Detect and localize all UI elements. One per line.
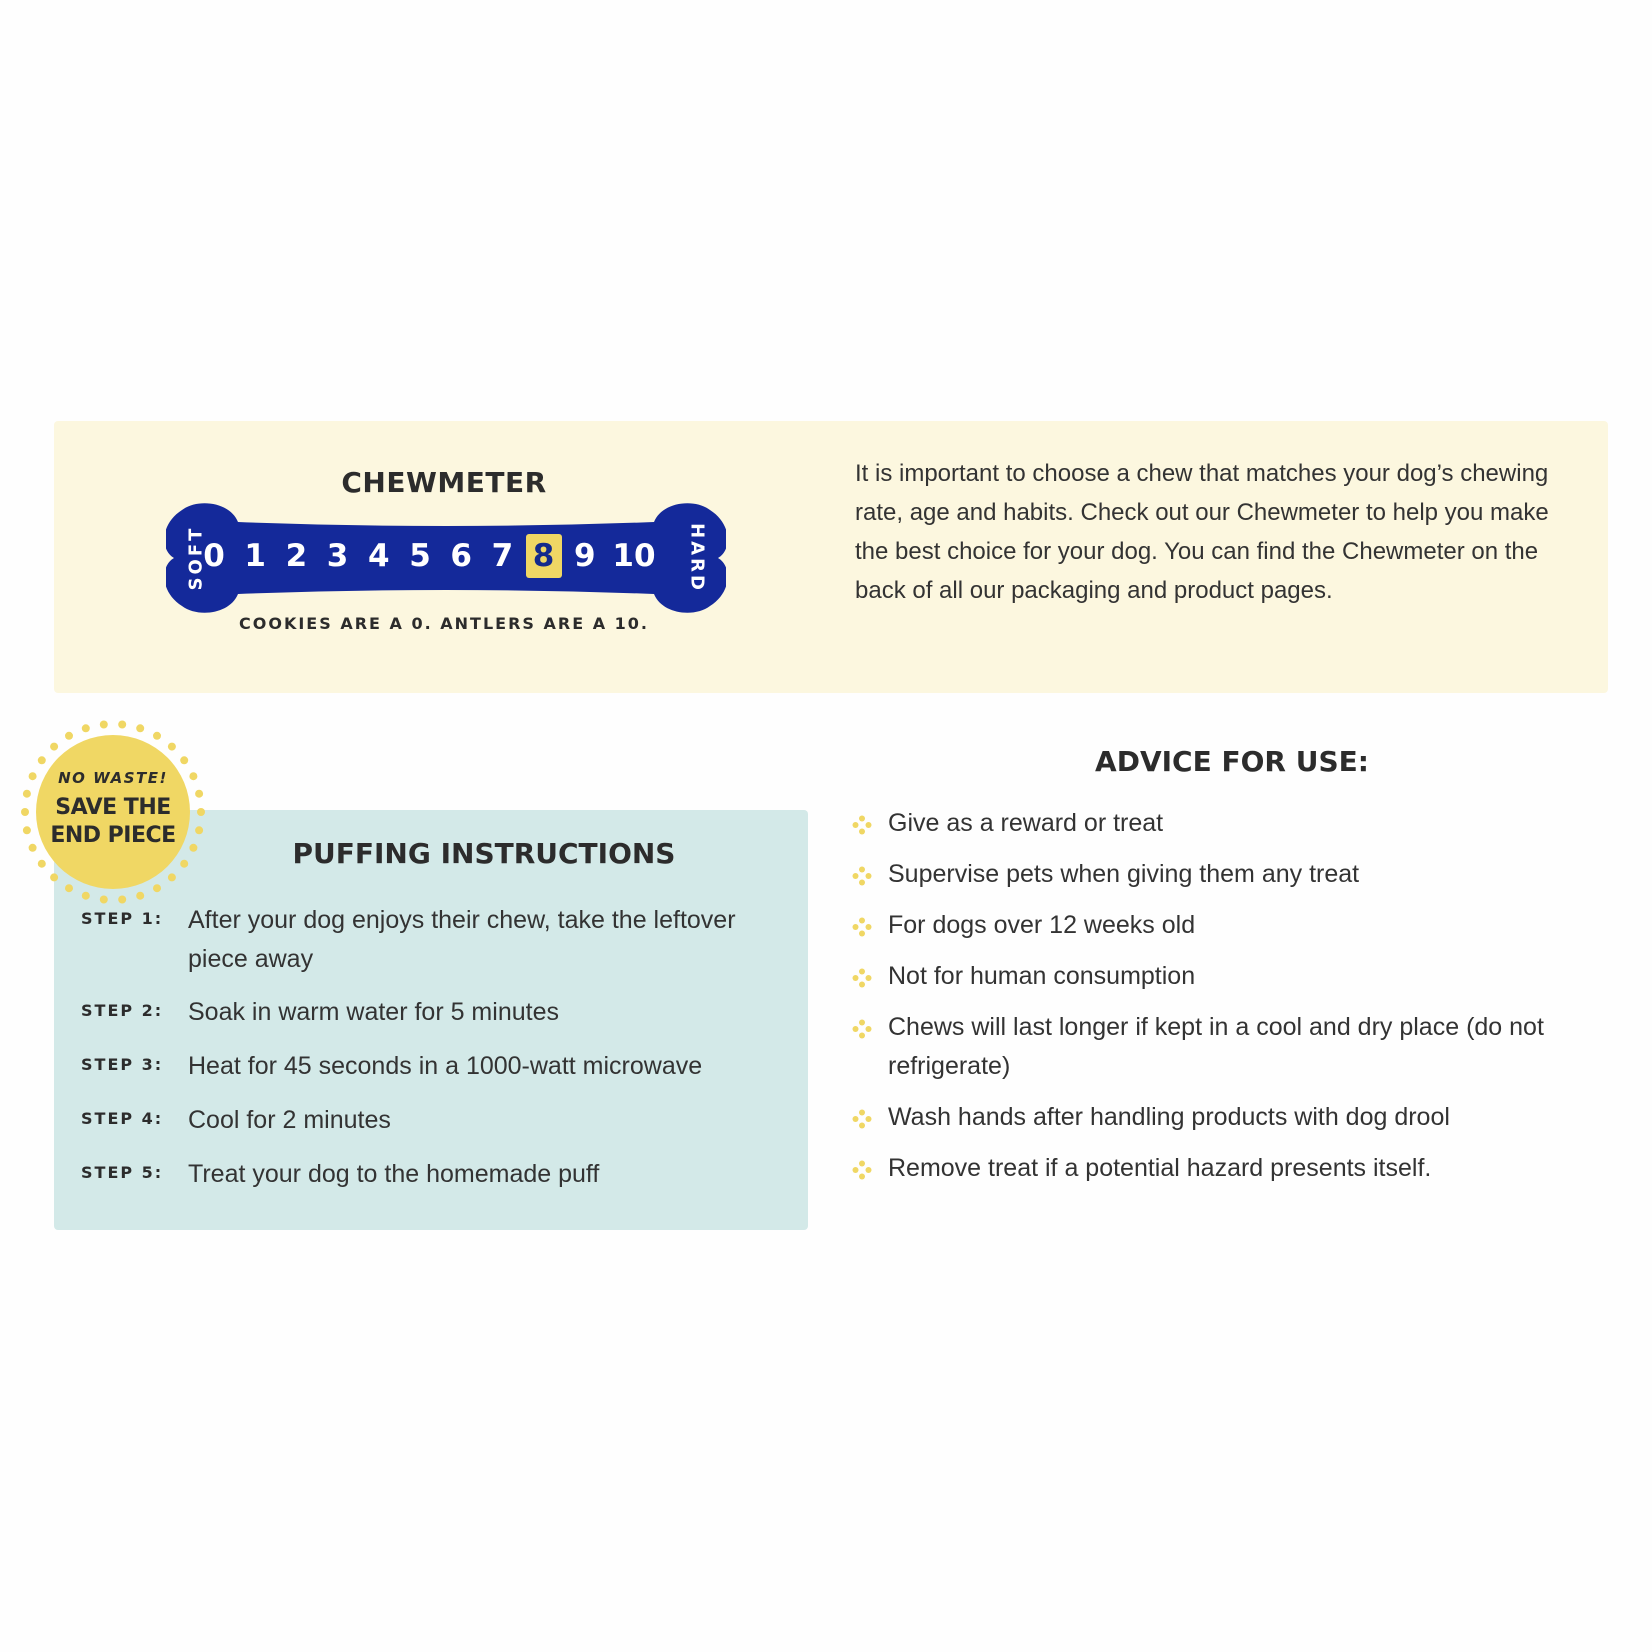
step-text: Soak in warm water for 5 minutes xyxy=(188,998,559,1026)
badge-line-1: SAVE THE xyxy=(55,795,171,820)
yellow-diamond-dots-icon xyxy=(852,815,872,835)
advice-item xyxy=(852,855,1612,894)
chewmeter-value-1: 1 xyxy=(244,538,266,574)
advice-text: Chews will last longer if kept in a cool and dry place (do not refrigerate) xyxy=(888,1013,1544,1080)
yellow-diamond-dots-icon xyxy=(852,1109,872,1129)
chewmeter-value-9: 9 xyxy=(574,538,596,574)
advice-item xyxy=(852,1098,1612,1137)
chewmeter-value-3: 3 xyxy=(326,538,349,574)
step-text: Treat your dog to the homemade puff xyxy=(188,1160,600,1188)
step-text: Heat for 45 seconds in a 1000-watt microwave xyxy=(188,1052,703,1080)
advice-text: Supervise pets when giving them any treat xyxy=(888,860,1360,888)
advice-item xyxy=(852,804,1612,843)
chewmeter-graphic xyxy=(54,421,834,693)
chewmeter-value-2: 2 xyxy=(285,538,308,574)
puffing-title: PUFFING INSTRUCTIONS xyxy=(292,837,676,870)
no-waste-badge xyxy=(18,717,208,907)
chewmeter-caption: COOKIES ARE A 0. ANTLERS ARE A 10. xyxy=(239,614,649,633)
step-label: STEP 1: xyxy=(81,909,164,928)
badge-small-text: NO WASTE! xyxy=(58,769,168,787)
chewmeter-description: It is important to choose a chew that matches your dog’s chewing rate, age and habits. Check out our Chewmeter to help you make the best choice for your dog. You can find the Chewmeter on the back of all our packaging and product pages. xyxy=(855,460,1549,604)
badge-main-text xyxy=(18,794,208,850)
chewmeter-value-10: 10 xyxy=(612,538,656,574)
chewmeter-bone xyxy=(166,500,726,616)
chewmeter-soft-label: SOFT xyxy=(185,525,207,591)
chewmeter-value-6: 6 xyxy=(450,538,472,574)
yellow-diamond-dots-icon xyxy=(852,1160,872,1180)
advice-text: Give as a reward or treat xyxy=(888,809,1164,837)
advice-text: Remove treat if a potential hazard presents itself. xyxy=(888,1154,1432,1182)
advice-item xyxy=(852,1008,1612,1086)
chewmeter-panel xyxy=(54,421,1608,693)
yellow-diamond-dots-icon xyxy=(852,866,872,886)
advice-item xyxy=(852,957,1612,996)
advice-text: Not for human consumption xyxy=(888,962,1196,990)
chewmeter-value-7: 7 xyxy=(491,538,514,574)
advice-item xyxy=(852,1149,1612,1188)
chewmeter-hard-label: HARD xyxy=(686,523,708,593)
badge-line-2: END PIECE xyxy=(50,823,176,848)
step-label: STEP 2: xyxy=(81,1001,164,1020)
advice-text: For dogs over 12 weeks old xyxy=(888,911,1196,939)
advice-item xyxy=(852,906,1612,945)
step-text: Cool for 2 minutes xyxy=(188,1106,391,1134)
chewmeter-value-5: 5 xyxy=(409,538,431,574)
step-label: STEP 5: xyxy=(81,1163,164,1182)
advice-title: ADVICE FOR USE: xyxy=(1095,745,1369,778)
yellow-diamond-dots-icon xyxy=(852,1019,872,1039)
advice-list xyxy=(852,804,1612,1200)
yellow-diamond-dots-icon xyxy=(852,917,872,937)
chewmeter-value-0: 0 xyxy=(203,538,225,574)
step-label: STEP 4: xyxy=(81,1109,164,1128)
chewmeter-title: CHEWMETER xyxy=(341,466,547,499)
chewmeter-value-4: 4 xyxy=(368,538,390,574)
yellow-diamond-dots-icon xyxy=(852,968,872,988)
chewmeter-value-8: 8 xyxy=(526,534,562,578)
advice-text: Wash hands after handling products with dog drool xyxy=(888,1103,1450,1131)
step-text: After your dog enjoys their chew, take the leftover piece away xyxy=(188,906,736,973)
step-label: STEP 3: xyxy=(81,1055,164,1074)
